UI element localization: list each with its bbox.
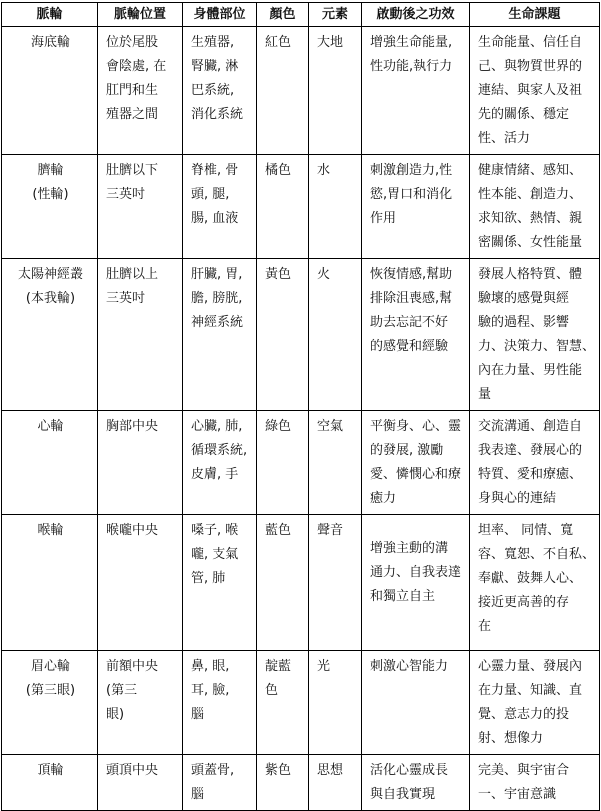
cell-line: 平衡身、心、靈	[370, 419, 462, 434]
cell-line: 皮膚, 手	[191, 467, 239, 482]
cell-line: 活化心靈成長	[370, 763, 449, 778]
cell-line: 作用	[370, 211, 397, 226]
cell-line: 喉輪	[37, 523, 64, 538]
table-row	[2, 651, 600, 755]
color-cell	[257, 27, 309, 155]
cell-line: 通力、自我表達	[370, 565, 462, 580]
table-row	[2, 259, 600, 411]
cell-line: 增強生命能量,	[370, 35, 453, 50]
cell-line: 心臟, 肺,	[191, 419, 243, 434]
cell-line: (第三	[106, 683, 138, 698]
chakra-name-cell	[2, 651, 98, 755]
cell-line: 眼)	[106, 707, 125, 722]
effect-cell	[362, 259, 470, 411]
effect-cell	[362, 515, 470, 651]
cell-line: 頭頂中央	[106, 763, 159, 778]
element-cell	[309, 27, 362, 155]
cell-line: 色	[265, 683, 279, 698]
element-cell	[309, 755, 362, 811]
element-cell	[309, 155, 362, 259]
cell-line: 綠色	[265, 419, 292, 434]
body-part-cell	[183, 259, 257, 411]
life-lesson-cell	[470, 755, 600, 811]
cell-line: 增強主動的溝	[370, 541, 449, 556]
cell-line: 鼻, 眼,	[191, 659, 230, 674]
cell-line: 坦率、 同情、寬	[478, 523, 574, 538]
cell-line: 的感覺和經驗	[370, 339, 449, 354]
cell-line: 量	[478, 387, 492, 402]
life-lesson-cell	[470, 411, 600, 515]
cell-line: (第三眼)	[25, 683, 76, 698]
cell-line: 黃色	[265, 267, 292, 282]
header-cell: 啟動後之功效	[362, 3, 470, 27]
cell-line: 排除沮喪感,幫	[370, 291, 453, 306]
cell-line: 心靈力量、發展內	[478, 659, 583, 674]
cell-line: 刺激心智能力	[370, 659, 449, 674]
cell-line: 性功能,執行力	[370, 59, 453, 74]
cell-line: 助去忘記不好	[370, 315, 449, 330]
cell-line: 神經系統	[191, 315, 244, 330]
body-part-cell	[183, 651, 257, 755]
body-part-cell	[183, 155, 257, 259]
cell-line: 膽, 膀胱,	[191, 291, 243, 306]
element-cell	[309, 259, 362, 411]
chakra-name-cell	[2, 515, 98, 651]
cell-line: 生命能量、信任自	[478, 35, 583, 50]
chakra-name-cell	[2, 27, 98, 155]
cell-line: 性本能、創造力、	[478, 187, 583, 202]
cell-line: 胸部中央	[106, 419, 159, 434]
cell-line: 巴系統,	[191, 83, 235, 98]
cell-line: 腦	[191, 787, 205, 802]
header-cell: 身體部位	[183, 3, 257, 27]
header-cell: 元素	[309, 3, 362, 27]
life-lesson-cell	[470, 259, 600, 411]
cell-line: 和獨立自主	[370, 589, 436, 604]
cell-line: 眉心輪	[30, 659, 70, 674]
cell-line: 臍輪	[37, 163, 64, 178]
cell-line: 力、決策力、智慧、	[478, 339, 596, 354]
table-row	[2, 515, 600, 651]
element-cell	[309, 515, 362, 651]
cell-line: 覺、意志力的投	[478, 707, 570, 722]
cell-line: 耳, 臉,	[191, 683, 230, 698]
cell-line: 三英吋	[106, 291, 146, 306]
table-row	[2, 411, 600, 515]
cell-line: 愛、憐憫心和療	[370, 467, 462, 482]
chakra-name-cell	[2, 155, 98, 259]
cell-line: 奉獻、鼓舞人心、	[478, 571, 583, 586]
effect-cell	[362, 27, 470, 155]
cell-line: 的發展, 激勵	[370, 443, 444, 458]
cell-line: 消化系統	[191, 107, 244, 122]
cell-line: 三英吋	[106, 187, 146, 202]
body-part-cell	[183, 515, 257, 651]
header-cell: 脈輪位置	[98, 3, 183, 27]
life-lesson-cell	[470, 515, 600, 651]
cell-line: 聲音	[317, 523, 344, 538]
element-cell	[309, 411, 362, 515]
cell-line: 特質、愛和療癒、	[478, 467, 583, 482]
cell-line: 密關係、女性能量	[478, 235, 583, 250]
position-cell	[98, 411, 183, 515]
life-lesson-cell	[470, 651, 600, 755]
cell-line: 內在力量、男性能	[478, 363, 583, 378]
color-cell	[257, 515, 309, 651]
cell-line: 慾,胃口和消化	[370, 187, 453, 202]
cell-line: 頂輪	[37, 763, 64, 778]
color-cell	[257, 411, 309, 515]
position-cell	[98, 755, 183, 811]
color-cell	[257, 259, 309, 411]
life-lesson-cell	[470, 27, 600, 155]
cell-line: 太陽神經叢	[17, 267, 83, 282]
cell-line: 火	[317, 267, 331, 282]
table-row	[2, 27, 600, 155]
cell-line: 與自我實現	[370, 787, 436, 802]
effect-cell	[362, 651, 470, 755]
cell-line: 健康情緒、感知、	[478, 163, 583, 178]
cell-line: 前額中央	[106, 659, 159, 674]
header-cell: 脈輪	[2, 3, 98, 27]
cell-line: 頭, 腿,	[191, 187, 230, 202]
cell-line: 肝臟, 胃,	[191, 267, 243, 282]
cell-line: 先的關係、穩定	[478, 107, 570, 122]
cell-line: 射、想像力	[478, 731, 544, 746]
chakra-name-cell	[2, 259, 98, 411]
chakra-name-cell	[2, 755, 98, 811]
effect-cell	[362, 755, 470, 811]
cell-line: 身與心的連結	[478, 491, 557, 506]
color-cell	[257, 155, 309, 259]
effect-cell	[362, 411, 470, 515]
cell-line: 管, 肺	[191, 571, 226, 586]
table-row	[2, 155, 600, 259]
color-cell	[257, 755, 309, 811]
cell-line: 水	[317, 163, 331, 178]
cell-line: 嗓子, 喉	[191, 523, 239, 538]
chakra-name-cell	[2, 411, 98, 515]
table-row	[2, 755, 600, 811]
cell-line: 我表達、發展心的	[478, 443, 583, 458]
cell-line: 肚臍以下	[106, 163, 159, 178]
cell-line: 會陰處, 在	[106, 59, 167, 74]
position-cell	[98, 155, 183, 259]
cell-line: 脊椎, 骨	[191, 163, 239, 178]
position-cell	[98, 651, 183, 755]
header-row	[2, 3, 600, 27]
body-part-cell	[183, 27, 257, 155]
cell-line: 嚨, 支氣	[191, 547, 239, 562]
color-cell	[257, 651, 309, 755]
cell-line: 容、寬恕、不自私、	[478, 547, 596, 562]
cell-line: 在力量、知識、直	[478, 683, 583, 698]
cell-line: 一、宇宙意識	[478, 787, 557, 802]
cell-line: 肚臍以上	[106, 267, 159, 282]
cell-line: 刺激創造力,性	[370, 163, 453, 178]
cell-line: 腸, 血液	[191, 211, 239, 226]
cell-line: 接近更高善的存	[478, 595, 570, 610]
cell-line: 心輪	[37, 419, 64, 434]
cell-line: 藍色	[265, 523, 292, 538]
cell-line: 生殖器,	[191, 35, 235, 50]
effect-cell	[362, 155, 470, 259]
header-cell: 顏色	[257, 3, 309, 27]
cell-line: 紅色	[265, 35, 292, 50]
cell-line: 腎臟, 淋	[191, 59, 239, 74]
cell-line: 交流溝通、創造自	[478, 419, 583, 434]
cell-line: 空氣	[317, 419, 344, 434]
position-cell	[98, 515, 183, 651]
cell-line: 驗壞的感覺與經	[478, 291, 570, 306]
cell-line: 循環系統,	[191, 443, 248, 458]
body-part-cell	[183, 411, 257, 515]
header-cell: 生命課題	[470, 3, 600, 27]
chakra-table	[1, 2, 600, 811]
cell-line: 殖器之間	[106, 107, 159, 122]
cell-line: 癒力	[370, 491, 397, 506]
cell-line: 腦	[191, 707, 205, 722]
cell-line: 靛藍	[265, 659, 292, 674]
cell-line: (本我輪)	[25, 291, 76, 306]
cell-line: 在	[478, 619, 492, 634]
cell-line: 頭蓋骨,	[191, 763, 235, 778]
body-part-cell	[183, 755, 257, 811]
cell-line: (性輪)	[32, 187, 69, 202]
cell-line: 大地	[317, 35, 344, 50]
cell-line: 思想	[317, 763, 344, 778]
cell-line: 肛門和生	[106, 83, 159, 98]
element-cell	[309, 651, 362, 755]
position-cell	[98, 27, 183, 155]
cell-line: 驗的過程、影響	[478, 315, 570, 330]
cell-line: 連結、與家人及祖	[478, 83, 583, 98]
cell-line: 完美、與宇宙合	[478, 763, 570, 778]
life-lesson-cell	[470, 155, 600, 259]
cell-line: 喉嚨中央	[106, 523, 159, 538]
cell-line: 求知欲、熱情、親	[478, 211, 583, 226]
cell-line: 海底輪	[30, 35, 70, 50]
cell-line: 位於尾股	[106, 35, 159, 50]
cell-line: 紫色	[265, 763, 292, 778]
cell-line: 性、活力	[478, 131, 531, 146]
cell-line: 光	[317, 659, 331, 674]
position-cell	[98, 259, 183, 411]
cell-line: 恢復情感,幫助	[370, 267, 453, 282]
cell-line: 橘色	[265, 163, 292, 178]
cell-line: 己、與物質世界的	[478, 59, 583, 74]
cell-line: 發展人格特質、體	[478, 267, 583, 282]
